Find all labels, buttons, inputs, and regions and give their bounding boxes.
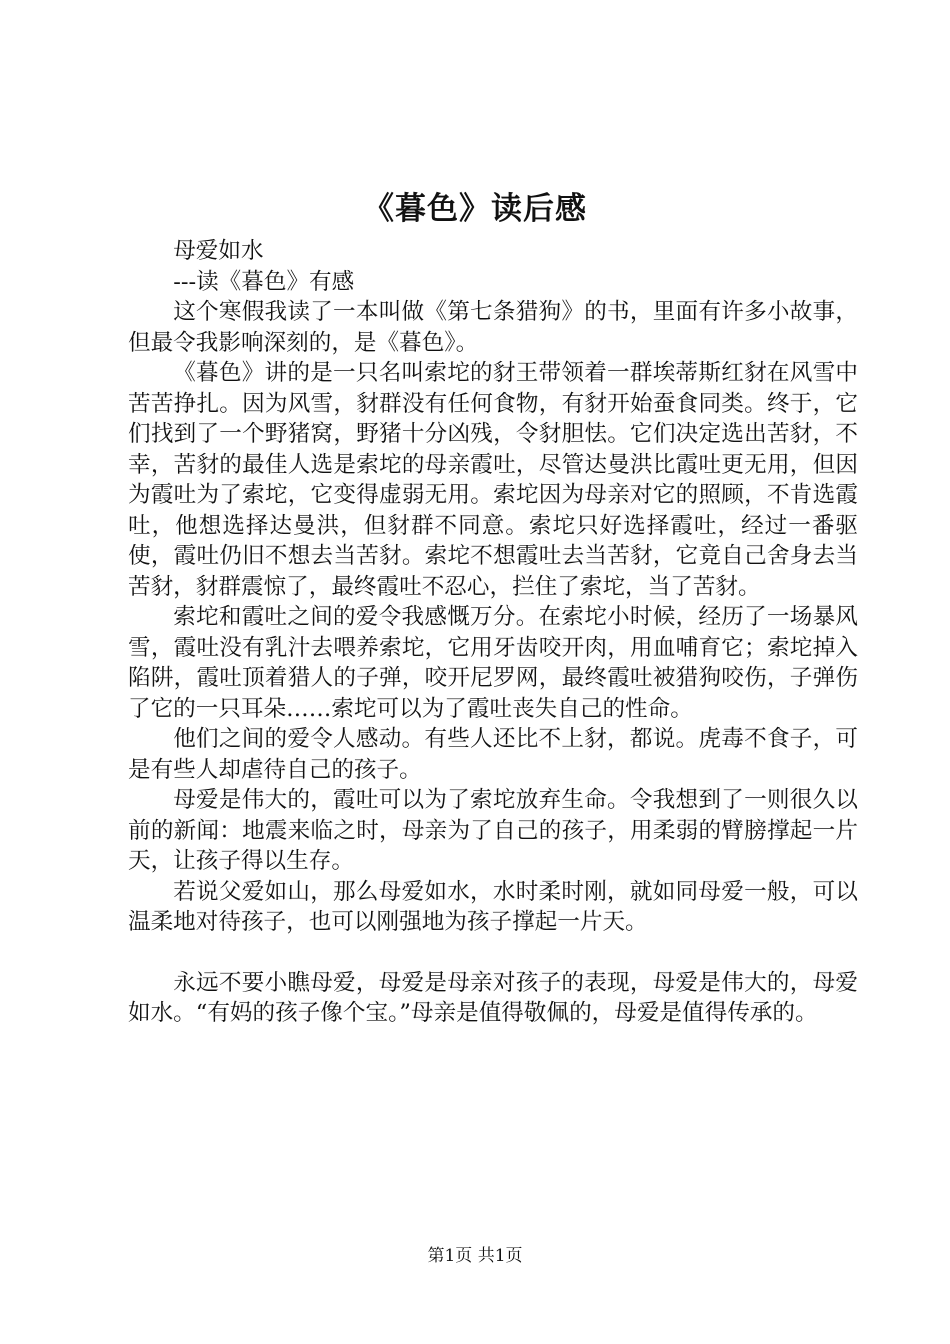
paragraph: 这个寒假我读了一本叫做《第七条猎狗》的书，里面有许多小故事，但最令我影响深刻的，是《暮色》。: [128, 299, 858, 356]
subtitle-line: 母爱如水: [173, 238, 264, 264]
paragraph: 他们之间的爱令人感动。有些人还比不上豺，都说。虎毒不食子，可是有些人却虐待自己的孩子。: [128, 726, 858, 783]
document-body: [128, 236, 858, 1029]
page-footer: 第1页 共1页: [427, 1246, 523, 1266]
paragraph: 母爱是伟大的，霞吐可以为了索坨放弃生命。令我想到了一则很久以前的新闻：地震来临之时，母亲为了自己的孩子，用柔弱的臂膀撑起一片天，让孩子得以生存。: [128, 787, 858, 874]
paragraph: 若说父爱如山，那么母爱如水，水时柔时刚，就如同母爱一般，可以温柔地对待孩子，也可以刚强地为孩子撑起一片天。: [128, 878, 858, 935]
document-title: 《暮色》读后感: [363, 191, 587, 227]
byline: ---读《暮色》有感: [173, 268, 355, 295]
paragraph: 永远不要小瞧母爱，母爱是母亲对孩子的表现，母爱是伟大的，母爱如水。“有妈的孩子像个宝。”母亲是值得敬佩的，母爱是值得传承的。: [128, 969, 858, 1026]
paragraph: 索坨和霞吐之间的爱令我感慨万分。在索坨小时候，经历了一场暴风雪，霞吐没有乳汁去喂养索坨，它用牙齿咬开肉，用血哺育它；索坨掉入陷阱，霞吐顶着猎人的子弹，咬开尼罗网，最终霞吐被猎狗咬伤，子弹伤了它的一只耳朵……索坨可以为了霞吐丧失自己的性命。: [128, 604, 858, 722]
paragraph: 《暮色》讲的是一只名叫索坨的豺王带领着一群埃蒂斯红豺在风雪中苦苦挣扎。因为风雪，豺群没有任何食物，有豺开始蚕食同类。终于，它们找到了一个野猪窝，野猪十分凶残，令豺胆怯。它们决定选出苦豺，不幸，苦豺的最佳人选是索坨的母亲霞吐，尽管达曼洪比霞吐更无用，但因为霞吐为了索坨，它变得虚弱无用。索坨因为母亲对它的照顾，不肯选霞吐，他想选择达曼洪，但豺群不同意。索坨只好选择霞吐，经过一番驱使，霞吐仍旧不想去当苦豺。索坨不想霞吐去当苦豺，它竟自己舍身去当苦豺，豺群震惊了，最终霞吐不忍心，拦住了索坨，当了苦豺。: [128, 360, 858, 600]
